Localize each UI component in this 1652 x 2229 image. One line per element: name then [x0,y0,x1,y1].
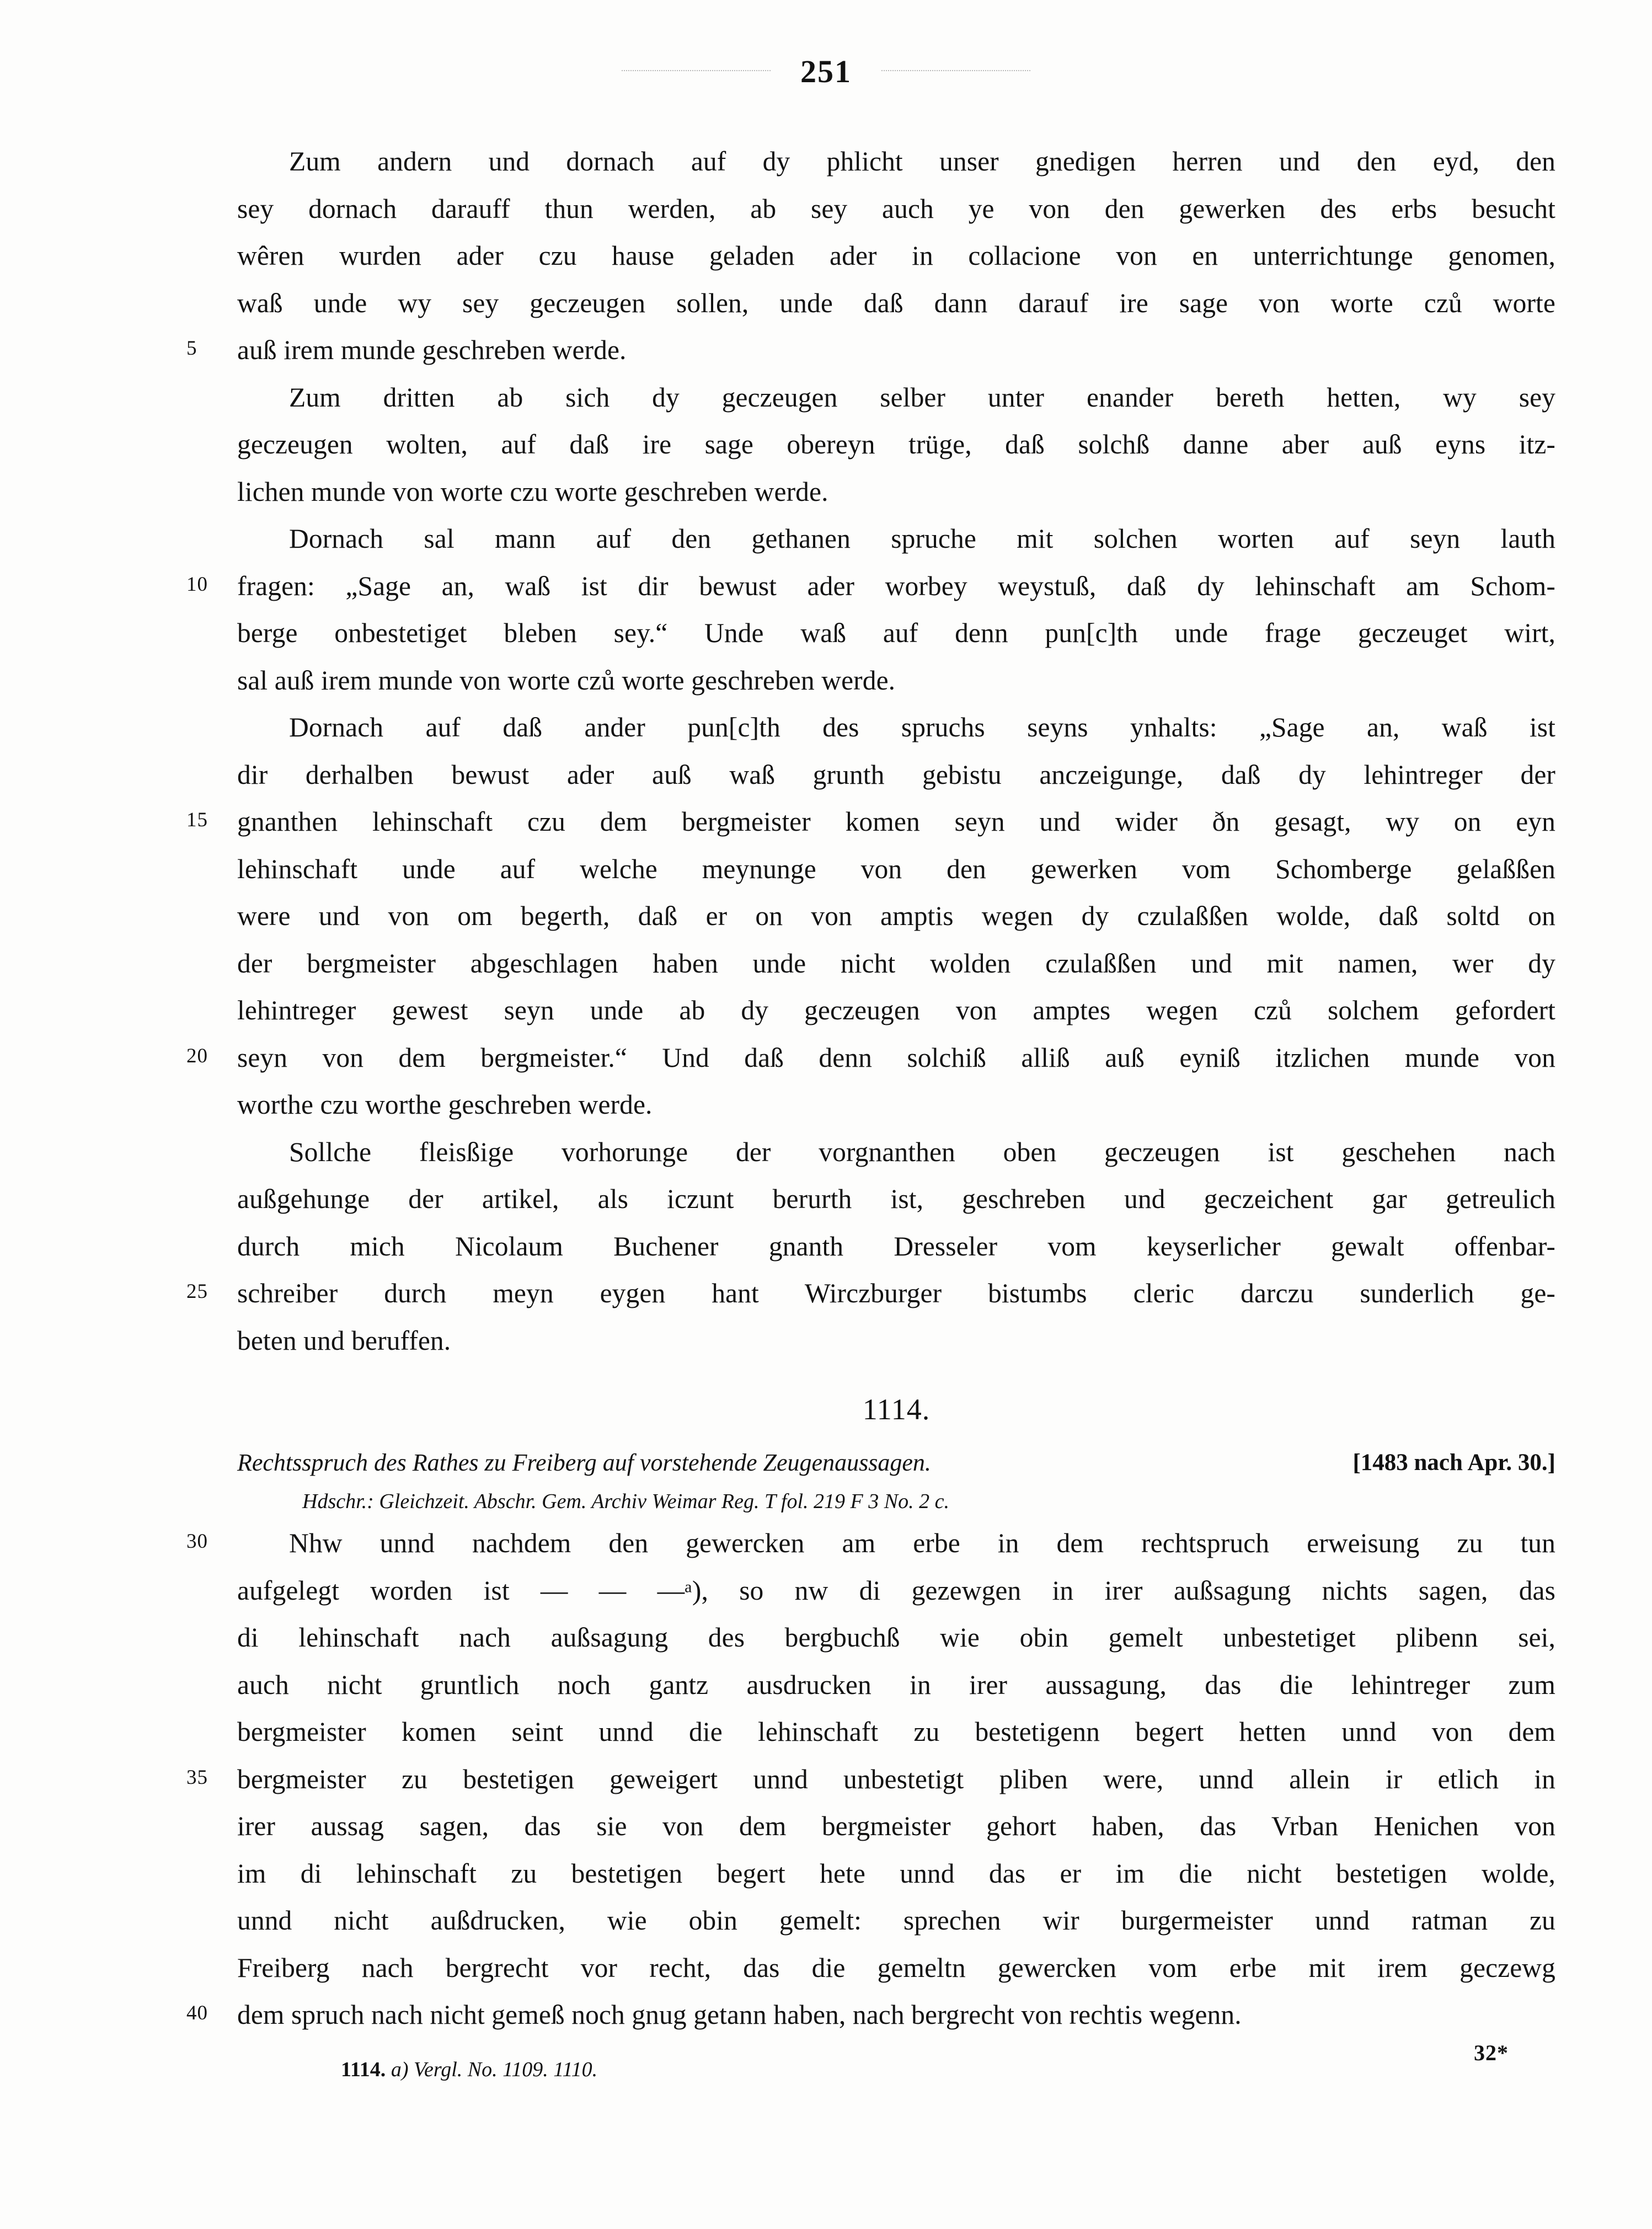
page-folio-number: 251 [800,54,852,89]
text-line [237,1803,1555,1850]
line-text: unnd nicht außdrucken, wie obin gemelt: sprechen wir burgermeister unnd ratman zu [237,1905,1555,1936]
footnote-marker: 1114. [341,2057,386,2081]
text-line [237,185,1555,233]
text-line [186,798,1555,846]
text-line [237,374,1555,421]
paragraph [186,704,1555,1129]
line-text: außgehunge der artikel, als iczunt berurth ist, geschreben und geczeichent gar getreulich [237,1184,1555,1214]
line-text: dir derhalben bewust ader auß waß grunth gebistu anczeigunge, daß dy lehintreger der [237,759,1555,790]
line-text: Zum andern und dornach auf dy phlicht unser gnedigen herren und den eyd, den [289,146,1555,177]
text-line [186,563,1555,610]
running-head-rule-left [622,70,771,71]
running-head-rule-right [881,70,1030,71]
line-text: irer aussag sagen, das sie von dem bergmeister gehort haben, das Vrban Henichen von [237,1811,1555,1841]
body-text-upper [186,138,1555,1364]
text-line [186,1991,1555,2039]
text-line [186,1520,1555,1567]
text-line [186,1756,1555,1803]
line-text: durch mich Nicolaum Buchener gnanth Dresseler vom keyserlicher gewalt offenbar- [237,1231,1555,1262]
text-line [237,515,1555,563]
line-number: 15 [186,809,208,831]
line-text: sey dornach darauff thun werden, ab sey auch ye von den gewerken des erbs besucht [237,193,1555,224]
line-text: auß irem munde geschreben werde. [237,335,627,365]
line-number: 35 [186,1766,208,1789]
paragraph [186,1520,1555,2039]
line-text: Nhw unnd nachdem den gewercken am erbe in dem rechtspruch erweisung zu tun [289,1528,1555,1558]
footnote-text: Vergl. No. 1109. 1110. [413,2057,598,2081]
line-text: dem spruch nach nicht gemeß noch gnug getann haben, nach bergrecht von rechtis wegenn. [237,2000,1242,2030]
line-text: seyn von dem bergmeister.“ Und daß denn solchiß alliß auß eyniß itzlichen munde von [237,1042,1555,1073]
line-text: der bergmeister abgeschlagen haben unde nicht wolden czulaßßen und mit namen, wer dy [237,948,1555,979]
line-text: lichen munde von worte czu worte geschreben werde. [237,476,828,507]
text-line [237,1944,1555,1992]
line-text: geczeugen wolten, auf daß ire sage obereyn trüge, daß solchß danne aber auß eyns itz- [237,429,1555,459]
text-line [237,138,1555,185]
line-number: 10 [186,573,208,596]
line-text: lehinschaft unde auf welche meynunge von den gewerken vom Schomberge gelaßßen [237,853,1555,884]
line-text: Sollche fleisßige vorhorunge der vorgnanthen oben geczeugen ist geschehen nach [289,1136,1555,1167]
text-line [237,1850,1555,1897]
line-number: 5 [186,337,197,360]
text-line [237,1708,1555,1756]
text-line [237,1317,1555,1365]
line-number: 25 [186,1280,208,1303]
paragraph [186,1129,1555,1365]
line-text: Dornach sal mann auf den gethanen spruche mit solchen worten auf seyn lauth [289,523,1555,554]
text-line [237,846,1555,893]
line-text: di lehinschaft nach außsagung des bergbuchß wie obin gemelt unbestetiget plibenn sei, [237,1622,1555,1653]
text-line [237,280,1555,327]
text-line [237,421,1555,468]
line-text: bergmeister zu bestetigen geweigert unnd unbestetigt pliben were, unnd allein ir etlich in [237,1763,1555,1794]
document-number-heading: 1114. [862,1393,931,1426]
text-block [186,138,1555,2086]
text-line [237,1661,1555,1709]
line-text: wêren wurden ader czu hause geladen ader in collacione von en unterrichtunge genomen, [237,240,1555,271]
line-number: 30 [186,1530,208,1553]
text-line [237,468,1555,516]
line-text: fragen: „Sage an, waß ist dir bewust ader worbey weystuß, daß dy lehinschaft am Schom- [237,570,1555,601]
footnote-label: a) [391,2057,409,2081]
document-title [237,1442,1555,1483]
text-line [237,1081,1555,1129]
text-line [237,1567,1555,1615]
footnote [237,2053,1555,2086]
text-line [237,610,1555,657]
document-date: [1483 nach Apr. 30.] [1352,1450,1555,1476]
text-line [186,327,1555,374]
running-head [0,53,1652,90]
text-line [237,892,1555,940]
text-line [237,1175,1555,1223]
text-line [237,1129,1555,1176]
text-line [186,1270,1555,1317]
line-number: 40 [186,2002,208,2024]
line-text: im di lehinschaft zu bestetigen begert hete unnd das er im die nicht bestetigen wolde, [237,1858,1555,1889]
text-line [237,1614,1555,1661]
paragraph [237,374,1555,516]
line-text: worthe czu worthe geschreben werde. [237,1089,653,1120]
line-text: sal auß irem munde von worte czů worte geschreben werde. [237,665,896,696]
line-text: gnanthen lehinschaft czu dem bergmeister komen seyn und wider ðn gesagt, wy on eyn [237,806,1555,837]
line-text: Dornach auf daß ander pun[c]th des spruchs seyns ynhalts: „Sage an, waß ist [289,712,1555,742]
line-text: lehintreger gewest seyn unde ab dy geczeugen von amptes wegen czů solchem gefordert [237,995,1555,1025]
line-text: beten und beruffen. [237,1325,451,1356]
text-line [237,704,1555,751]
line-text: auch nicht gruntlich noch gantz ausdrucken in irer aussagung, das die lehintreger zum [237,1669,1555,1700]
line-text: bergmeister komen seint unnd die lehinschaft zu bestetigenn begert hetten unnd von dem [237,1717,1555,1747]
body-text-lower [186,1520,1555,2039]
document-title-text: Rechtsspruch des Rathes zu Freiberg auf vorstehende Zeugenaussagen. [237,1449,931,1476]
text-line [237,232,1555,280]
text-line [237,1223,1555,1270]
document-source-note: Hdschr.: Gleichzeit. Abschr. Gem. Archiv Weimar Reg. T fol. 219 F 3 No. 2 c. [302,1490,949,1513]
line-number: 20 [186,1044,208,1067]
sheet-signature: 32* [1474,2040,1509,2065]
line-text: schreiber durch meyn eygen hant Wirczburger bistumbs cleric darczu sunderlich ge- [237,1278,1555,1308]
line-text: were und von om begerth, daß er on von amptis wegen dy czulaßßen wolde, daß soltd on [237,901,1555,931]
line-text: Freiberg nach bergrecht vor recht, das die gemeltn gewercken vom erbe mit irem geczewg [237,1952,1555,1983]
line-text: Zum dritten ab sich dy geczeugen selber unter enander bereth hetten, wy sey [289,382,1555,413]
paragraph [186,138,1555,374]
text-line [237,657,1555,704]
text-line [237,940,1555,987]
text-line [237,751,1555,799]
line-text: aufgelegt worden ist — — —ᵃ), so nw di gezewgen in irer außsagung nichts sagen, das [237,1575,1555,1606]
paragraph [186,515,1555,704]
text-line [186,1034,1555,1082]
text-line [237,987,1555,1034]
text-line [237,1897,1555,1944]
line-text: waß unde wy sey geczeugen sollen, unde daß dann darauf ire sage von worte czů worte [237,287,1555,318]
line-text: berge onbestetiget bleben sey.“ Unde waß auf denn pun[c]th unde frage geczeuget wirt, [237,618,1555,648]
